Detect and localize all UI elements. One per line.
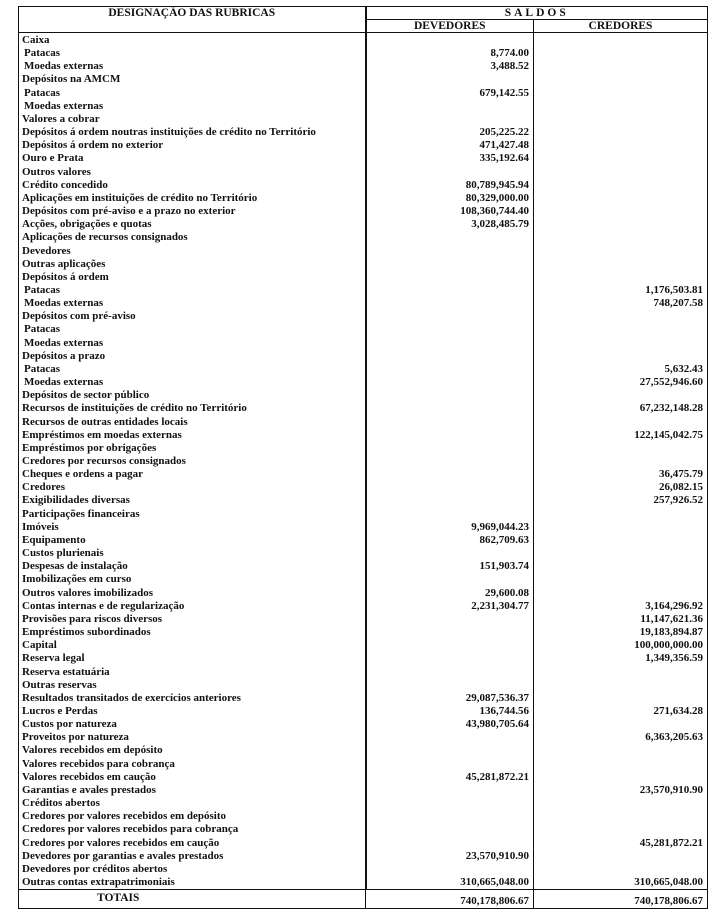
row-credores: 11,147,621.36 — [534, 613, 708, 626]
row-label: Equipamento — [19, 534, 366, 547]
row-devedores — [366, 416, 534, 429]
row-devedores: 862,709.63 — [366, 534, 534, 547]
row-credores — [534, 245, 708, 258]
row-devedores — [366, 666, 534, 679]
row-devedores — [366, 258, 534, 271]
table-row — [19, 73, 708, 86]
row-devedores — [366, 731, 534, 744]
row-credores: 122,145,042.75 — [534, 429, 708, 442]
row-label: Patacas — [19, 87, 366, 100]
table-row — [19, 521, 708, 534]
table-row — [19, 416, 708, 429]
row-devedores — [366, 297, 534, 310]
row-devedores — [366, 455, 534, 468]
row-devedores: 2,231,304.77 — [366, 600, 534, 613]
row-credores — [534, 534, 708, 547]
table-row — [19, 47, 708, 60]
row-credores: 36,475.79 — [534, 468, 708, 481]
row-credores — [534, 587, 708, 600]
table-row — [19, 837, 708, 850]
row-label: Ouro e Prata — [19, 152, 366, 165]
table-row — [19, 863, 708, 876]
row-label: Resultados transitados de exercícios anteriores — [19, 692, 366, 705]
row-label: Patacas — [19, 284, 366, 297]
header-saldos: SALDOS — [366, 7, 708, 20]
table-row — [19, 705, 708, 718]
row-credores — [534, 797, 708, 810]
table-row — [19, 823, 708, 836]
row-devedores — [366, 573, 534, 586]
balance-table — [18, 6, 708, 909]
table-row — [19, 245, 708, 258]
row-devedores — [366, 810, 534, 823]
row-devedores — [366, 323, 534, 336]
row-label: Participações financeiras — [19, 508, 366, 521]
row-devedores: 29,600.08 — [366, 587, 534, 600]
row-credores — [534, 679, 708, 692]
row-credores — [534, 863, 708, 876]
row-credores — [534, 573, 708, 586]
row-devedores — [366, 508, 534, 521]
row-devedores — [366, 797, 534, 810]
row-credores: 271,634.28 — [534, 705, 708, 718]
row-label: Devedores por garantias e avales prestados — [19, 850, 366, 863]
row-label: Credores por valores recebidos em caução — [19, 837, 366, 850]
table-row — [19, 205, 708, 218]
row-credores — [534, 508, 708, 521]
row-label: Depósitos com pré-aviso e a prazo no exterior — [19, 205, 366, 218]
table-row — [19, 179, 708, 192]
row-label: Imóveis — [19, 521, 366, 534]
row-devedores: 205,225.22 — [366, 126, 534, 139]
row-credores: 23,570,910.90 — [534, 784, 708, 797]
table-row — [19, 402, 708, 415]
table-body — [19, 33, 708, 890]
table-row — [19, 784, 708, 797]
row-credores — [534, 126, 708, 139]
totals-label: TOTAIS — [19, 890, 366, 909]
table-row — [19, 508, 708, 521]
row-label: Depósitos com pré-aviso — [19, 310, 366, 323]
row-devedores: 80,789,945.94 — [366, 179, 534, 192]
row-credores — [534, 218, 708, 231]
row-label: Outras aplicações — [19, 258, 366, 271]
table-row — [19, 652, 708, 665]
row-devedores — [366, 231, 534, 244]
table-row — [19, 455, 708, 468]
row-label: Patacas — [19, 323, 366, 336]
row-credores — [534, 60, 708, 73]
row-label: Recursos de instituições de crédito no Território — [19, 402, 366, 415]
table-row — [19, 758, 708, 771]
row-credores — [534, 73, 708, 86]
row-label: Outros valores — [19, 166, 366, 179]
row-devedores — [366, 337, 534, 350]
row-label: Lucros e Perdas — [19, 705, 366, 718]
row-label: Garantias e avales prestados — [19, 784, 366, 797]
row-label: Caixa — [19, 33, 366, 48]
row-label: Empréstimos em moedas externas — [19, 429, 366, 442]
row-devedores — [366, 442, 534, 455]
row-label: Recursos de outras entidades locais — [19, 416, 366, 429]
table-row — [19, 771, 708, 784]
table-row — [19, 626, 708, 639]
row-devedores — [366, 744, 534, 757]
table-row — [19, 284, 708, 297]
table-row — [19, 744, 708, 757]
row-label: Crédito concedido — [19, 179, 366, 192]
row-label: Despesas de instalação — [19, 560, 366, 573]
row-label: Custos por natureza — [19, 718, 366, 731]
row-credores — [534, 521, 708, 534]
row-devedores: 8,774.00 — [366, 47, 534, 60]
row-label: Credores por recursos consignados — [19, 455, 366, 468]
row-devedores — [366, 613, 534, 626]
table-row — [19, 376, 708, 389]
table-row — [19, 166, 708, 179]
row-credores: 310,665,048.00 — [534, 876, 708, 890]
row-devedores — [366, 758, 534, 771]
row-devedores: 335,192.64 — [366, 152, 534, 165]
row-devedores — [366, 350, 534, 363]
table-row — [19, 718, 708, 731]
row-label: Depósitos á ordem — [19, 271, 366, 284]
row-credores — [534, 47, 708, 60]
row-credores — [534, 100, 708, 113]
row-devedores: 310,665,048.00 — [366, 876, 534, 890]
row-credores: 100,000,000.00 — [534, 639, 708, 652]
row-label: Outras reservas — [19, 679, 366, 692]
table-row — [19, 60, 708, 73]
row-credores: 1,349,356.59 — [534, 652, 708, 665]
table-row — [19, 560, 708, 573]
table-row — [19, 389, 708, 402]
row-credores — [534, 271, 708, 284]
row-credores — [534, 152, 708, 165]
table-row — [19, 600, 708, 613]
table-row — [19, 231, 708, 244]
row-devedores: 9,969,044.23 — [366, 521, 534, 534]
table-row — [19, 126, 708, 139]
row-devedores: 80,329,000.00 — [366, 192, 534, 205]
row-devedores: 3,028,485.79 — [366, 218, 534, 231]
row-devedores — [366, 494, 534, 507]
table-row — [19, 468, 708, 481]
row-credores — [534, 258, 708, 271]
row-credores: 19,183,894.87 — [534, 626, 708, 639]
row-label: Devedores por créditos abertos — [19, 863, 366, 876]
row-label: Capital — [19, 639, 366, 652]
header-devedores: DEVEDORES — [366, 20, 534, 33]
row-credores — [534, 692, 708, 705]
table-row — [19, 810, 708, 823]
row-devedores — [366, 363, 534, 376]
header-credores: CREDORES — [534, 20, 708, 33]
row-devedores — [366, 481, 534, 494]
row-credores: 27,552,946.60 — [534, 376, 708, 389]
row-label: Devedores — [19, 245, 366, 258]
row-credores — [534, 718, 708, 731]
row-devedores — [366, 284, 534, 297]
table-row — [19, 850, 708, 863]
row-devedores — [366, 376, 534, 389]
row-devedores — [366, 784, 534, 797]
row-devedores — [366, 271, 534, 284]
row-devedores — [366, 626, 534, 639]
table-row — [19, 534, 708, 547]
row-label: Valores recebidos para cobrança — [19, 758, 366, 771]
row-credores — [534, 231, 708, 244]
row-devedores — [366, 547, 534, 560]
row-devedores — [366, 166, 534, 179]
row-label: Depósitos a prazo — [19, 350, 366, 363]
row-devedores — [366, 73, 534, 86]
row-label: Custos plurienais — [19, 547, 366, 560]
row-label: Acções, obrigações e quotas — [19, 218, 366, 231]
row-credores: 3,164,296.92 — [534, 600, 708, 613]
row-label: Valores recebidos em depósito — [19, 744, 366, 757]
row-devedores — [366, 639, 534, 652]
row-credores — [534, 166, 708, 179]
row-credores — [534, 139, 708, 152]
row-label: Exigibilidades diversas — [19, 494, 366, 507]
row-credores — [534, 87, 708, 100]
row-credores — [534, 389, 708, 402]
row-credores — [534, 337, 708, 350]
row-devedores: 29,087,536.37 — [366, 692, 534, 705]
row-label: Outras contas extrapatrimoniais — [19, 876, 366, 890]
row-credores — [534, 33, 708, 48]
row-credores — [534, 192, 708, 205]
row-credores: 748,207.58 — [534, 297, 708, 310]
table-row — [19, 613, 708, 626]
row-label: Cheques e ordens a pagar — [19, 468, 366, 481]
row-label: Empréstimos subordinados — [19, 626, 366, 639]
row-credores — [534, 560, 708, 573]
row-credores — [534, 771, 708, 784]
row-devedores — [366, 468, 534, 481]
row-devedores — [366, 33, 534, 48]
row-label: Provisões para riscos diversos — [19, 613, 366, 626]
row-devedores: 43,980,705.64 — [366, 718, 534, 731]
row-label: Moedas externas — [19, 376, 366, 389]
table-row — [19, 666, 708, 679]
row-label: Moedas externas — [19, 297, 366, 310]
row-label: Empréstimos por obrigações — [19, 442, 366, 455]
row-label: Credores por valores recebidos para cobrança — [19, 823, 366, 836]
table-row — [19, 876, 708, 890]
row-devedores: 136,744.56 — [366, 705, 534, 718]
row-credores: 67,232,148.28 — [534, 402, 708, 415]
table-row — [19, 494, 708, 507]
row-label: Valores recebidos em caução — [19, 771, 366, 784]
row-credores: 257,926.52 — [534, 494, 708, 507]
table-row — [19, 152, 708, 165]
row-credores — [534, 547, 708, 560]
row-credores: 45,281,872.21 — [534, 837, 708, 850]
table-row — [19, 337, 708, 350]
table-row — [19, 100, 708, 113]
table-row — [19, 310, 708, 323]
row-devedores: 679,142.55 — [366, 87, 534, 100]
table-row — [19, 587, 708, 600]
table-row — [19, 323, 708, 336]
row-credores: 5,632.43 — [534, 363, 708, 376]
row-credores — [534, 350, 708, 363]
table-row — [19, 679, 708, 692]
row-credores — [534, 823, 708, 836]
table-row — [19, 87, 708, 100]
table-row — [19, 429, 708, 442]
row-label: Aplicações em instituições de crédito no Território — [19, 192, 366, 205]
row-devedores: 471,427.48 — [366, 139, 534, 152]
row-label: Créditos abertos — [19, 797, 366, 810]
table-row — [19, 271, 708, 284]
totals-devedores: 740,178,806.67 — [366, 890, 534, 909]
row-credores: 6,363,205.63 — [534, 731, 708, 744]
totals-credores: 740,178,806.67 — [534, 890, 708, 909]
row-devedores — [366, 100, 534, 113]
row-credores: 1,176,503.81 — [534, 284, 708, 297]
row-credores — [534, 850, 708, 863]
row-credores — [534, 744, 708, 757]
row-label: Outros valores imobilizados — [19, 587, 366, 600]
row-label: Credores — [19, 481, 366, 494]
row-credores — [534, 666, 708, 679]
row-credores — [534, 455, 708, 468]
row-devedores — [366, 823, 534, 836]
row-credores — [534, 758, 708, 771]
row-devedores — [366, 652, 534, 665]
table-row — [19, 547, 708, 560]
totals-row — [19, 890, 708, 909]
row-label: Reserva estatuária — [19, 666, 366, 679]
row-devedores — [366, 389, 534, 402]
row-label: Moedas externas — [19, 60, 366, 73]
table-row — [19, 258, 708, 271]
row-label: Aplicações de recursos consignados — [19, 231, 366, 244]
table-row — [19, 692, 708, 705]
table-row — [19, 797, 708, 810]
table-row — [19, 573, 708, 586]
row-label: Moedas externas — [19, 337, 366, 350]
row-devedores — [366, 679, 534, 692]
row-devedores: 151,903.74 — [366, 560, 534, 573]
table-row — [19, 481, 708, 494]
row-credores — [534, 416, 708, 429]
table-row — [19, 297, 708, 310]
row-label: Reserva legal — [19, 652, 366, 665]
table-row — [19, 731, 708, 744]
row-label: Depósitos á ordem noutras instituições de crédito no Território — [19, 126, 366, 139]
table-row — [19, 350, 708, 363]
row-label: Contas internas e de regularização — [19, 600, 366, 613]
row-devedores: 23,570,910.90 — [366, 850, 534, 863]
row-label: Depósitos á ordem no exterior — [19, 139, 366, 152]
row-credores: 26,082.15 — [534, 481, 708, 494]
row-credores — [534, 310, 708, 323]
row-devedores: 45,281,872.21 — [366, 771, 534, 784]
table-row — [19, 639, 708, 652]
row-devedores: 3,488.52 — [366, 60, 534, 73]
row-label: Depósitos na AMCM — [19, 73, 366, 86]
row-label: Imobilizações em curso — [19, 573, 366, 586]
row-credores — [534, 442, 708, 455]
row-credores — [534, 810, 708, 823]
table-row — [19, 363, 708, 376]
row-credores — [534, 179, 708, 192]
row-label: Patacas — [19, 363, 366, 376]
row-devedores — [366, 402, 534, 415]
row-label: Credores por valores recebidos em depósito — [19, 810, 366, 823]
row-label: Patacas — [19, 47, 366, 60]
row-devedores — [366, 113, 534, 126]
row-credores — [534, 113, 708, 126]
table-row — [19, 139, 708, 152]
table-row — [19, 442, 708, 455]
table-row — [19, 113, 708, 126]
row-devedores — [366, 837, 534, 850]
row-devedores — [366, 245, 534, 258]
row-label: Depósitos de sector público — [19, 389, 366, 402]
balance-sheet — [18, 6, 707, 909]
row-label: Proveitos por natureza — [19, 731, 366, 744]
row-devedores — [366, 429, 534, 442]
row-label: Moedas externas — [19, 100, 366, 113]
table-row — [19, 218, 708, 231]
row-devedores — [366, 310, 534, 323]
row-devedores — [366, 863, 534, 876]
row-credores — [534, 205, 708, 218]
row-devedores: 108,360,744.40 — [366, 205, 534, 218]
row-credores — [534, 323, 708, 336]
table-row — [19, 192, 708, 205]
header-designacao: DESIGNAÇÃO DAS RUBRICAS — [19, 7, 366, 33]
table-row — [19, 33, 708, 48]
row-label: Valores a cobrar — [19, 113, 366, 126]
